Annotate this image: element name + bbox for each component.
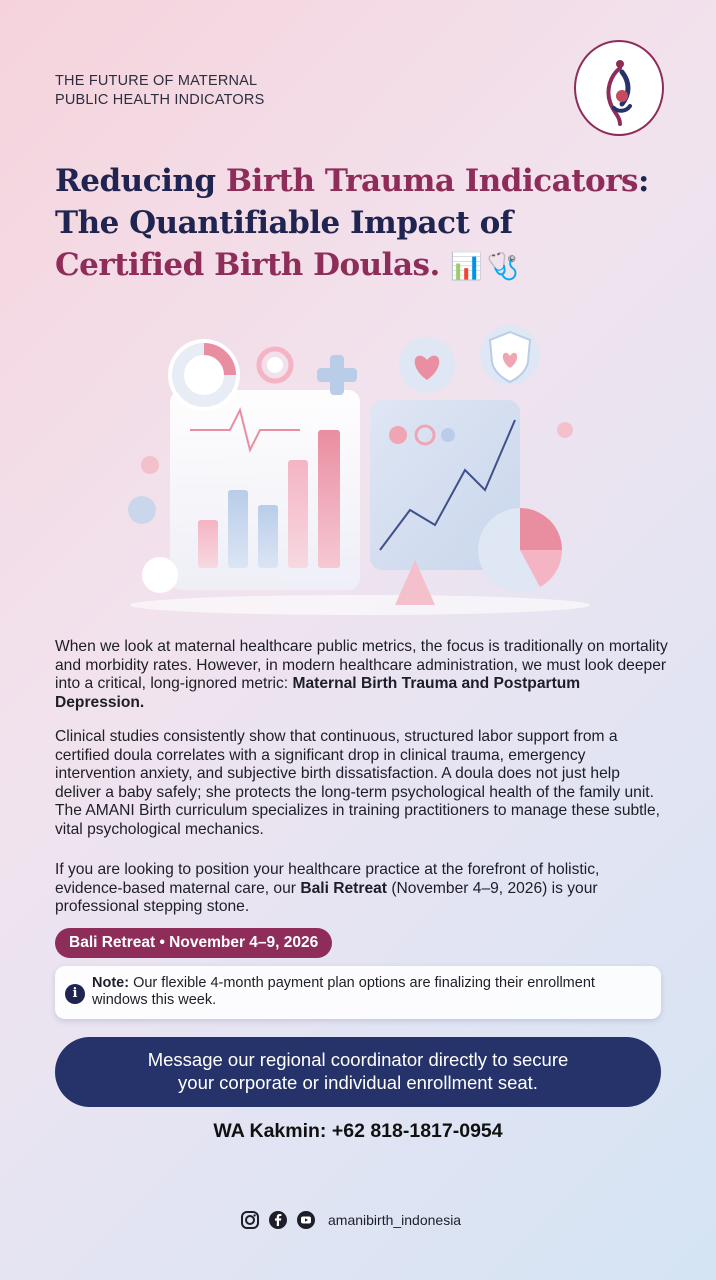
- cta-line-2: your corporate or individual enrollment seat.: [178, 1072, 538, 1093]
- title-line-2: The Quantifiable Impact of: [55, 205, 513, 241]
- title-line-1: [55, 160, 695, 202]
- social-links: [240, 1208, 461, 1232]
- facebook-icon[interactable]: [268, 1210, 288, 1230]
- paragraph-emphasis: Bali Retreat: [300, 879, 387, 897]
- youtube-icon[interactable]: [296, 1210, 316, 1230]
- body-paragraph-1: [55, 638, 670, 712]
- social-handle[interactable]: amanibirth_indonesia: [328, 1212, 462, 1228]
- instagram-icon[interactable]: [240, 1210, 260, 1230]
- paragraph-text-end: (November 4–9, 2026) is your professional stepping stone.: [55, 879, 598, 915]
- info-icon: i: [65, 984, 85, 1004]
- paragraph-emphasis: Maternal Birth Trauma and Postpartum Depression.: [55, 675, 581, 711]
- dashboard-illustration-icon: [120, 320, 600, 615]
- paragraph-text: Clinical studies consistently show that continuous, structured labor support from a certified doula correlates with a significant drop in clinical trauma, emergency intervention anxiety, and subjective birth dissatisfaction. A doula does not just help deliver a baby safely; she protects the long-term psychological health of the family unit. The AMANI Birth curriculum specializes in training practitioners to manage these subtle, vital psychological mechanics.: [55, 728, 660, 838]
- title-highlight-2: Certified Birth Doulas.: [55, 247, 440, 283]
- eyebrow-line-1: THE FUTURE OF MATERNAL: [55, 73, 258, 89]
- body-paragraph-2: [55, 728, 670, 839]
- payment-note-card: [55, 966, 661, 1019]
- note-label: Note:: [92, 975, 130, 991]
- paragraph-text: When we look at maternal healthcare public metrics, the focus is traditionally on mortality and morbidity rates. However, in modern healthcare administration, we must look deeper into a critical, long-ignored metric:: [55, 638, 668, 692]
- health-metrics-illustration: [120, 320, 600, 615]
- note-text: [92, 975, 652, 1009]
- title-highlight: Birth Trauma Indicators: [225, 163, 639, 199]
- brand-logo: [574, 40, 664, 136]
- whatsapp-contact[interactable]: WA Kakmin: +62 818-1817-0954: [213, 1120, 503, 1142]
- paragraph-text: If you are looking to position your healthcare practice at the forefront of holistic, evidence-based maternal care, our: [55, 861, 600, 897]
- body-paragraph-3: [55, 861, 670, 917]
- title-colon: :: [638, 163, 649, 199]
- mother-figure-logo-icon: [576, 42, 662, 134]
- eyebrow-label: [55, 72, 264, 110]
- eyebrow-line-2: PUBLIC HEALTH INDICATORS: [55, 92, 265, 108]
- cta-line-1: Message our regional coordinator directly to secure: [147, 1049, 569, 1070]
- event-date-badge: Bali Retreat • November 4–9, 2026: [55, 928, 332, 958]
- note-body: Our flexible 4-month payment plan options are finalizing their enrollment windows this week.: [92, 975, 595, 1008]
- title-line-3: [55, 244, 695, 288]
- title-text: Reducing: [55, 163, 226, 199]
- page-title: [55, 160, 695, 288]
- enrollment-cta-button[interactable]: [55, 1037, 661, 1107]
- chart-stethoscope-emoji: 📊🩺: [450, 252, 523, 282]
